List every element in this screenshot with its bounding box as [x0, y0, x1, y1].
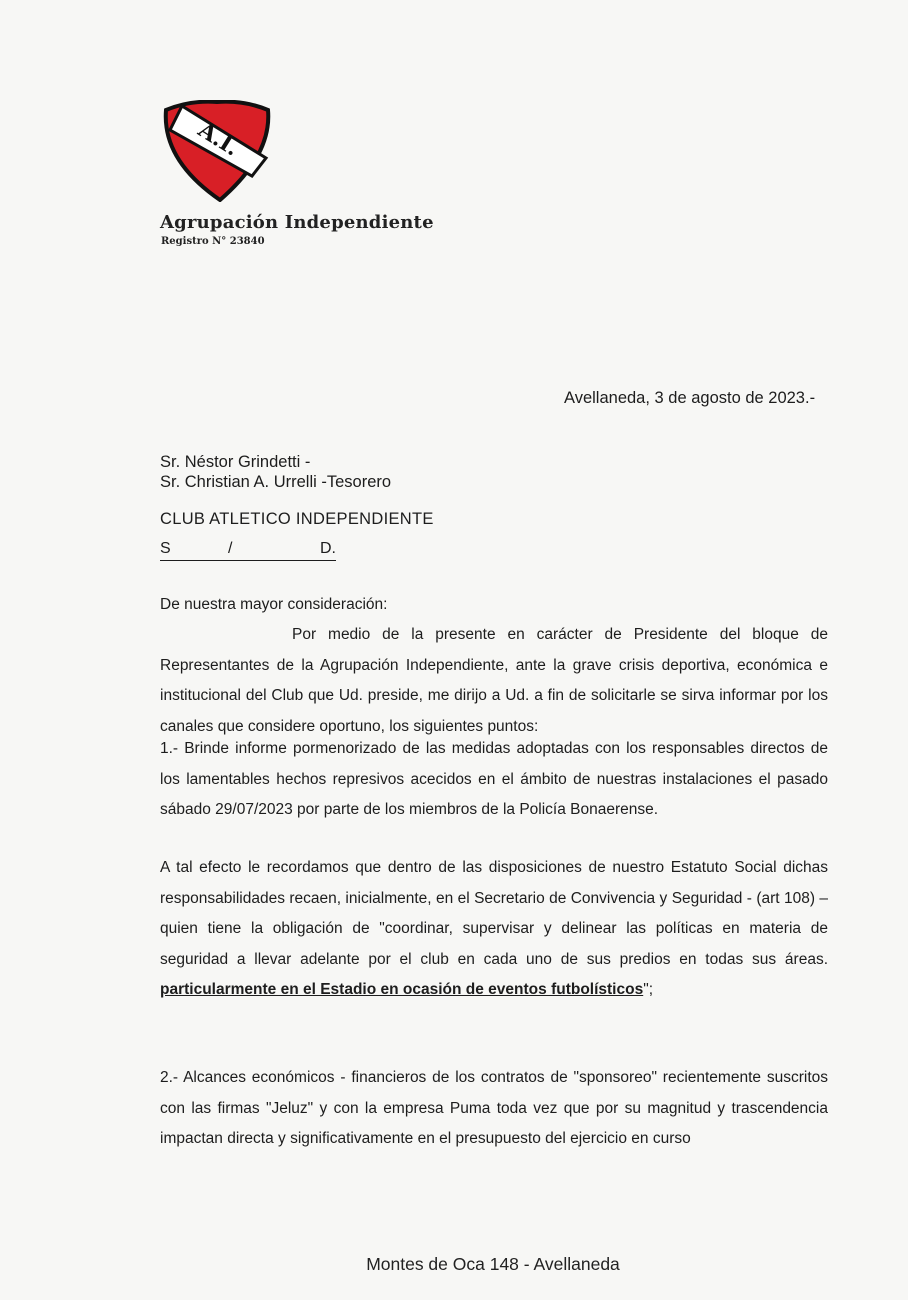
sd-salutation	[160, 538, 336, 561]
date-line: Avellaneda, 3 de agosto de 2023.-	[564, 389, 816, 407]
sd-d: D.	[320, 540, 336, 557]
org-registry: Registro N° 23840	[161, 236, 265, 247]
statute-text: A tal efecto le recordamos que dentro de las disposiciones de nuestro Estatuto Social dichas responsabilidades recaen, inicialmente, en el Secretario de Convivencia y Seguridad - (art 108) – quien tiene la obligación de "coordinar, supervisar y delinear las políticas en materia de seguridad a llevar adelante por el club en cada uno de sus predios en todas sus áreas.	[160, 859, 828, 968]
footer-address	[0, 1254, 908, 1275]
paragraph-intro: Por medio de la presente en carácter de Presidente del bloque de Representantes de la Agrupación Independiente, ante la grave crisis deportiva, económica e institucional del Club que Ud. preside, me dirijo a Ud. a fin de solicitarle se sirva informar por los canales que considere oportuno, los siguientes puntos:	[160, 626, 828, 735]
statute-emphasis: particularmente en el Estadio en ocasión de eventos futbolísticos	[160, 981, 644, 998]
sd-slash: /	[228, 540, 233, 557]
logo-letters: A.I.	[193, 116, 244, 162]
statute-end: ";	[643, 981, 654, 998]
paragraph-point-2: 2.- Alcances económicos - financieros de los contratos de "sponsoreo" recientemente suscritos con las firmas "Jeluz" y con la empresa Puma toda vez que por su magnitud y trascendencia impactan directa y significativamente en el presupuesto del ejercicio en curso	[160, 1069, 828, 1147]
club-name: CLUB ATLETICO INDEPENDIENTE	[160, 510, 434, 528]
recipient-president: Sr. Néstor Grindetti -	[160, 453, 311, 471]
greeting: De nuestra mayor consideración:	[160, 596, 388, 613]
recipient-treasurer: Sr. Christian A. Urrelli -Tesorero	[160, 473, 392, 491]
club-shield-logo	[162, 100, 272, 202]
paragraph-point-1: 1.- Brinde informe pormenorizado de las medidas adoptadas con los responsables directos de los lamentables hechos represivos acecidos en el ámbito de nuestras instalaciones el pasado sábado 29/07/2023 por parte de los miembros de la Policía Bonaerense.	[160, 740, 828, 818]
paragraph-statute	[160, 853, 828, 1006]
sd-s: S	[160, 540, 171, 557]
org-name: Agrupación Independiente	[160, 212, 434, 233]
footer-text: Montes de Oca 148 - Avellaneda	[366, 1254, 620, 1274]
